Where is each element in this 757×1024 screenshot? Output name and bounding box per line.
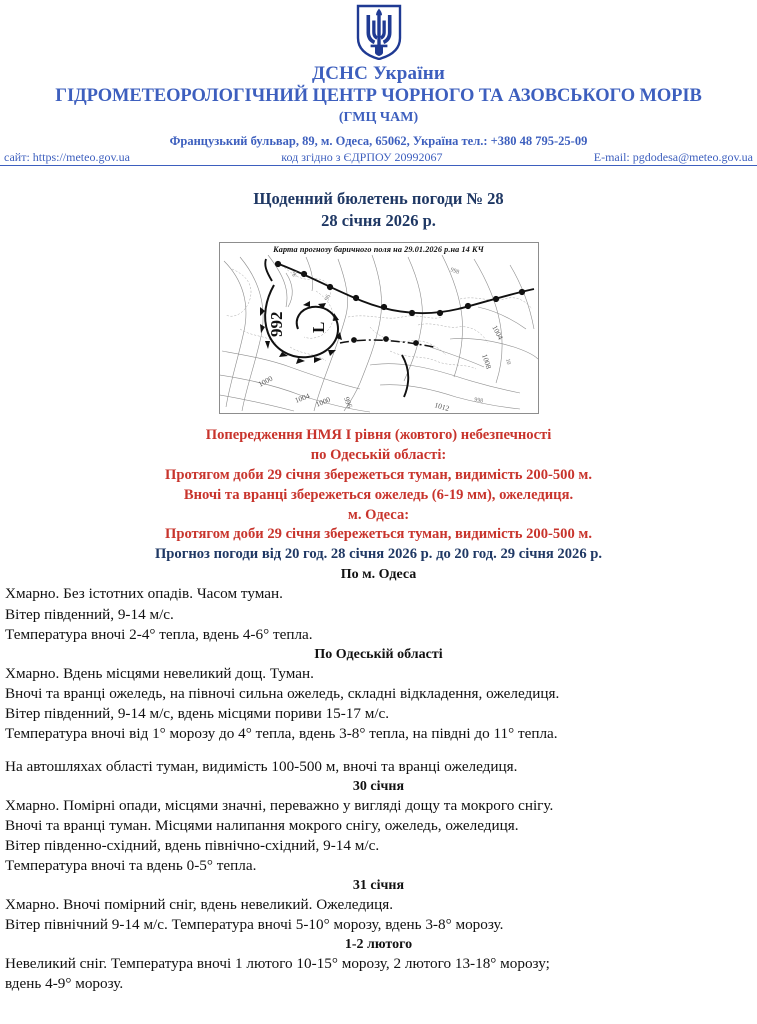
warning-oblast-line-1: Протягом доби 29 січня збережеться туман, видимість 200-500 м. (164, 466, 592, 483)
office-address: Французький бульвар, 89, м. Одеса, 65062, Україна тел.: +380 48 795-25-09 (169, 134, 588, 149)
svg-text:1000: 1000 (313, 394, 332, 409)
low-center-symbol: L (308, 321, 328, 333)
odesa-city-line-0: Хмарно. Без істотних опадів. Часом туман. (5, 585, 283, 603)
spacer-roads (0, 744, 757, 757)
bulletin-title-line1: Щоденний бюлетень погоди № 28 (253, 189, 504, 209)
pressure-field-chart (220, 255, 538, 413)
svg-text:996: 996 (341, 395, 354, 409)
edrpou-code: код згідно з ЄДРПОУ 20992067 (281, 150, 443, 165)
warning-oblast-line-2: Вночі та вранці збережеться ожеледь (6-19 мм), ожеледиця. (183, 486, 574, 503)
contact-row (0, 149, 757, 166)
warning-city-line-1: Протягом доби 29 січня збережеться туман, видимість 200-500 м. (164, 526, 592, 543)
svg-text:1000: 1000 (256, 373, 274, 389)
odesa-city-line-2: Температура вночі 2-4° тепла, вдень 4-6° тепла. (5, 625, 313, 643)
warning-heading-level: Попередження НМЯ І рівня (жовтого) небезпечності (205, 426, 552, 443)
org-short-name: ДСНС України (311, 63, 446, 84)
section-heading-feb12: 1-2 лютого (344, 937, 413, 953)
odesa-oblast-line-2: Вітер південний, 9-14 м/с, вдень місцями пориви 15-17 м/с. (5, 704, 390, 722)
odesa-oblast-line-1: Вночі та вранці ожеледь, на півночі сильна ожеледь, складні відкладення, ожеледиця. (5, 684, 560, 702)
svg-text:1004: 1004 (489, 323, 505, 341)
bulletin-title (0, 188, 757, 233)
jan30-line-1: Вночі та вранці туман. Місцями налипання мокрого снігу, ожеледь, ожеледиця. (5, 817, 519, 835)
website-link[interactable]: сайт: https://meteo.gov.ua (4, 150, 131, 165)
svg-text:96: 96 (291, 269, 299, 277)
svg-text:96: 96 (323, 293, 332, 302)
road-conditions-line: На автошляхах області туман, видимість 100-500 м, вночі та вранці ожеледиця. (5, 757, 518, 775)
low-center-pressure-label: 992 (266, 311, 286, 337)
odesa-oblast-line-3: Температура вночі від 1° морозу до 4° тепла, вдень 3-8° тепла, на півдні до 11° тепла. (5, 724, 558, 742)
section-heading-jan30: 30 січня (352, 778, 405, 794)
forecast-period-line: Прогноз погоди від 20 год. 28 січня 2026 р. до 20 год. 29 січня 2026 р. (154, 546, 603, 563)
feb12-line-1: вдень 4-9° морозу. (5, 975, 124, 993)
svg-text:998: 998 (473, 396, 484, 405)
section-heading-odesa-oblast: По Одеській області (314, 646, 443, 662)
svg-text:1004: 1004 (293, 390, 311, 405)
jan31-line-0: Хмарно. Вночі помірний сніг, вдень невеликий. Ожеледиця. (5, 896, 394, 914)
section-heading-odesa-city: По м. Одеса (340, 567, 417, 583)
svg-text:1012: 1012 (432, 399, 450, 413)
odesa-city-line-1: Вітер південний, 9-14 м/с. (5, 605, 174, 623)
warning-city-heading: м. Одеса: (347, 506, 410, 523)
section-heading-jan31: 31 січня (352, 878, 405, 894)
jan30-line-2: Вітер південно-східний, вдень північно-східний, 9-14 м/с. (5, 837, 380, 855)
warning-heading-region: по Одеській області: (310, 446, 447, 463)
synoptic-pressure-map (219, 242, 539, 414)
svg-text:1008: 1008 (479, 352, 493, 370)
svg-text:10: 10 (503, 357, 511, 365)
svg-text:998: 998 (448, 266, 460, 276)
odesa-oblast-line-0: Хмарно. Вдень місцями невеликий дощ. Туман. (5, 664, 314, 682)
email-link[interactable]: E-mail: pgdodesa@meteo.gov.ua (593, 150, 753, 165)
jan30-line-3: Температура вночі та вдень 0-5° тепла. (5, 857, 257, 875)
bulletin-date: 28 січня 2026 р. (321, 211, 436, 231)
hazard-warning-block (0, 426, 757, 546)
jan31-line-1: Вітер північний 9-14 м/с. Температура вночі 5-10° морозу, вдень 3-8° морозу. (5, 916, 504, 934)
jan30-line-0: Хмарно. Помірні опади, місцями значні, переважно у вигляді дощу та мокрого снігу. (5, 796, 554, 814)
ukraine-trident-emblem (356, 4, 402, 60)
map-caption: Карта прогнозу баричного поля на 29.01.2026 р.на 14 КЧ (273, 244, 484, 254)
org-abbreviation: (ГМЦ ЧАМ) (338, 110, 419, 126)
feb12-line-0: Невеликий сніг. Температура вночі 1 лютого 10-15° морозу, 2 лютого 13-18° морозу; (5, 955, 550, 973)
letterhead (0, 0, 757, 166)
org-full-name: ГІДРОМЕТЕОРОЛОГІЧНИЙ ЦЕНТР ЧОРНОГО ТА АЗОВСЬКОГО МОРІВ (55, 85, 702, 106)
